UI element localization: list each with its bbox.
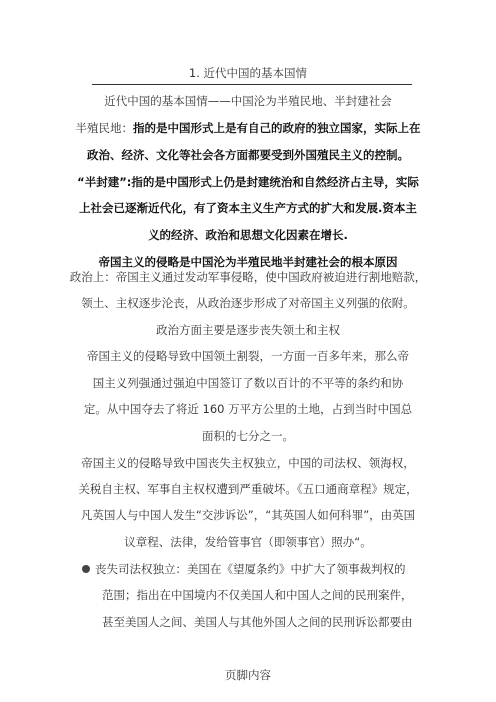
heading-divider <box>92 84 412 85</box>
text-line: 义的经济、政治和思想文化因素在增长. <box>148 228 348 242</box>
page-footer: 页脚内容 <box>225 668 271 682</box>
text-line: 帝国主义的侵略导致中国领土割裂，一方面一百多年来，那么帝 <box>87 349 409 363</box>
text-line: 面积的七分之一。 <box>202 429 294 443</box>
bullet-item: 丧失司法权独立：美国在《望厦条约》中扩大了领事裁判权的 <box>82 562 406 576</box>
text-line: 定。从中国夺去了将近 160 万平方公里的土地，占到当时中国总 <box>83 402 413 416</box>
bullet-icon <box>82 565 90 573</box>
text-line: 范围；指出在中国境内不仅美国人和中国人之间的民刑案件， <box>102 588 413 602</box>
text-line: 帝国主义的侵略是中国沦为半殖民地半封建社会的根本原因 <box>98 255 398 269</box>
text-line: 甚至美国人之间、美国人与其他外国人之间的民刑诉讼都要由 <box>102 615 413 629</box>
text-line: 政治方面主要是逐步丧失领土和主权 <box>156 323 340 337</box>
section-heading: 1. 近代中国的基本国情 <box>188 66 308 80</box>
text-line: “半封建”:指的是中国形式上仍是封建统治和自然经济占主导，实际 <box>77 175 419 189</box>
text-line: 国主义列强通过强迫中国签订了数以百计的不平等的条约和协 <box>92 376 404 390</box>
text-line: 帝国主义的侵略导致中国丧失主权独立，中国的司法权、领海权， <box>81 456 415 470</box>
text-line: 半殖民地：指的是中国形式上是有自己的政府的独立国家，实际上在 <box>75 121 421 135</box>
text-line: 政治上：帝国主义通过发动军事侵略，使中国政府被迫进行割地赔款， <box>69 270 427 284</box>
text-line: 关税自主权、军事自主权权遭到严重破坏。《五口通商章程》规定， <box>78 482 418 496</box>
text-line: 政治、经济、文化等社会各方面都要受到外国殖民主义的控制。 <box>87 148 409 162</box>
text-line: 议章程、法律，发给管事官（即领事官）照办“。 <box>124 535 372 549</box>
text-line: 近代中国的基本国情——中国沦为半殖民地、半封建社会 <box>104 94 392 108</box>
text-line: 领土、主权逐步沦丧，从政治逐步形成了对帝国主义列强的依附。 <box>81 296 415 310</box>
text-line: 凡英国人与中国人发生“交涉诉讼”，“其英国人如何科罪”，由英国 <box>80 508 416 522</box>
text-line: 上社会已逐渐近代化，有了资本主义生产方式的扩大和发展.资本主 <box>79 201 417 215</box>
